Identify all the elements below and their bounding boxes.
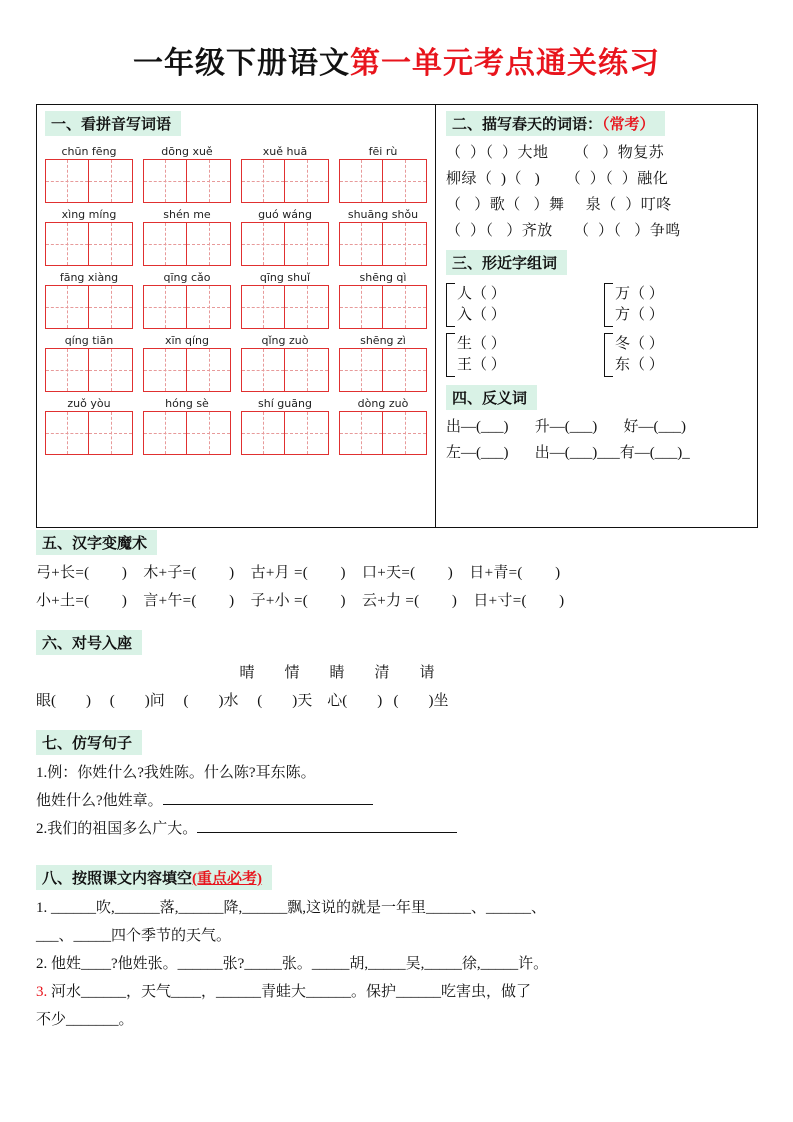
tianzige-cell[interactable] bbox=[45, 222, 89, 266]
top-block bbox=[36, 104, 758, 528]
pinyin-word: dōng xuě bbox=[161, 145, 213, 158]
tianzige-pair bbox=[45, 411, 133, 455]
word-blank[interactable]: 万（ ） bbox=[615, 286, 664, 302]
pinyin-word: shén me bbox=[163, 208, 211, 221]
pinyin-word: shēng qì bbox=[359, 271, 407, 284]
section-six-heading: 六、对号入座 bbox=[36, 630, 142, 655]
tianzige-cell[interactable] bbox=[285, 348, 329, 392]
pinyin-group bbox=[143, 270, 231, 329]
pinyin-text bbox=[241, 207, 329, 222]
pinyin-word: zuǒ yòu bbox=[67, 397, 111, 410]
pinyin-group bbox=[339, 270, 427, 329]
tianzige-cell[interactable] bbox=[383, 159, 427, 203]
pinyin-text bbox=[45, 207, 133, 222]
pinyin-group bbox=[339, 207, 427, 266]
section-one bbox=[36, 104, 436, 528]
tianzige-cell[interactable] bbox=[89, 411, 133, 455]
brace-pair bbox=[604, 333, 744, 377]
tianzige-pair bbox=[339, 159, 427, 203]
word-blank[interactable]: 方（ ） bbox=[615, 307, 664, 323]
fill-line[interactable]: 不少_______。 bbox=[36, 1012, 134, 1028]
tianzige-cell[interactable] bbox=[143, 222, 187, 266]
tianzige-pair bbox=[143, 222, 231, 266]
section-five bbox=[36, 530, 758, 615]
tianzige-cell[interactable] bbox=[45, 285, 89, 329]
section-four-heading: 四、反义词 bbox=[446, 385, 537, 410]
pinyin-row bbox=[45, 333, 427, 392]
tianzige-cell[interactable] bbox=[143, 411, 187, 455]
tianzige-cell[interactable] bbox=[241, 348, 285, 392]
tianzige-cell[interactable] bbox=[241, 222, 285, 266]
pinyin-group bbox=[241, 270, 329, 329]
example-sentence: 1.例：你姓什么?我姓陈。什么陈?耳东陈。 bbox=[36, 765, 316, 781]
brace-words bbox=[457, 284, 506, 326]
pinyin-word: shí guāng bbox=[258, 397, 312, 410]
pinyin-text bbox=[143, 396, 231, 411]
pinyin-group bbox=[45, 270, 133, 329]
spring-word-line: 柳绿（ )（ ) （ ）（ ）融化 bbox=[446, 171, 669, 187]
pinyin-text bbox=[143, 207, 231, 222]
tianzige-pair bbox=[241, 159, 329, 203]
pinyin-group bbox=[45, 396, 133, 455]
pinyin-text bbox=[241, 333, 329, 348]
section-three-heading: 三、形近字组词 bbox=[446, 250, 567, 275]
tianzige-cell[interactable] bbox=[187, 411, 231, 455]
tianzige-cell[interactable] bbox=[89, 222, 133, 266]
pinyin-word: qīng shuǐ bbox=[259, 271, 311, 284]
pinyin-text bbox=[339, 270, 427, 285]
pinyin-word: fāng xiàng bbox=[59, 271, 119, 284]
practice-sentence-text: 2.我们的祖国多么广大。 bbox=[36, 821, 198, 837]
tianzige-cell[interactable] bbox=[89, 348, 133, 392]
pinyin-text bbox=[45, 396, 133, 411]
tianzige-pair bbox=[45, 348, 133, 392]
tianzige-cell[interactable] bbox=[383, 222, 427, 266]
tianzige-cell[interactable] bbox=[187, 348, 231, 392]
pinyin-row bbox=[45, 396, 427, 455]
pinyin-word: xìng míng bbox=[61, 208, 117, 221]
tianzige-pair bbox=[45, 159, 133, 203]
tianzige-pair bbox=[143, 411, 231, 455]
tianzige-cell[interactable] bbox=[383, 411, 427, 455]
tianzige-pair bbox=[241, 222, 329, 266]
tianzige-pair bbox=[339, 285, 427, 329]
pinyin-group bbox=[45, 333, 133, 392]
tianzige-pair bbox=[45, 222, 133, 266]
tianzige-cell[interactable] bbox=[241, 285, 285, 329]
tianzige-pair bbox=[241, 285, 329, 329]
pinyin-group bbox=[143, 396, 231, 455]
spring-word-line: （ ）歌（ ）舞 泉（ ）叮咚 bbox=[446, 197, 672, 213]
fill-line[interactable]: 2. 他姓____?他姓张。______张?_____张。_____胡,_____吴,_____徐,_____许。 bbox=[36, 956, 549, 972]
word-blank[interactable]: 冬（ ） bbox=[615, 336, 664, 352]
right-column bbox=[436, 104, 758, 528]
spring-word-line: （ ）（ ）大地 （ ）物复苏 bbox=[446, 145, 665, 161]
tianzige-cell[interactable] bbox=[285, 285, 329, 329]
pinyin-group bbox=[45, 144, 133, 203]
tianzige-pair bbox=[143, 159, 231, 203]
tianzige-cell[interactable] bbox=[143, 285, 187, 329]
tianzige-pair bbox=[241, 411, 329, 455]
pinyin-group bbox=[143, 333, 231, 392]
pinyin-text bbox=[45, 144, 133, 159]
fill-line[interactable]: ___、_____四个季节的天气。 bbox=[36, 928, 232, 944]
pinyin-text bbox=[241, 396, 329, 411]
section-eight-heading-text: 八、按照课文内容填空 bbox=[42, 871, 193, 887]
pinyin-text bbox=[339, 207, 427, 222]
tianzige-cell[interactable] bbox=[285, 222, 329, 266]
practice-sentence bbox=[36, 815, 758, 843]
section-five-heading: 五、汉字变魔术 bbox=[36, 530, 157, 555]
tianzige-cell[interactable] bbox=[187, 285, 231, 329]
pinyin-text bbox=[45, 270, 133, 285]
tianzige-cell[interactable] bbox=[339, 159, 383, 203]
section-eight-heading bbox=[36, 865, 272, 890]
pinyin-text bbox=[241, 144, 329, 159]
antonym-line[interactable]: 出—(___) 升—(___) 好—(___) bbox=[446, 419, 686, 435]
tianzige-cell[interactable] bbox=[45, 348, 89, 392]
tianzige-cell[interactable] bbox=[45, 411, 89, 455]
answer-blank[interactable] bbox=[197, 832, 457, 833]
tianzige-cell[interactable] bbox=[241, 411, 285, 455]
fill-line-body[interactable]: 河水______，天气____，______青蛙大______。保护______吃害虫，做了 bbox=[47, 984, 532, 1000]
word-blank[interactable]: 入（ ） bbox=[457, 307, 506, 323]
pinyin-row bbox=[45, 207, 427, 266]
pinyin-row bbox=[45, 270, 427, 329]
word-blank[interactable]: 人（ ） bbox=[457, 286, 506, 302]
pinyin-text bbox=[241, 270, 329, 285]
brace-icon bbox=[446, 333, 455, 377]
pinyin-word: shēng zì bbox=[360, 334, 406, 347]
pinyin-group bbox=[241, 207, 329, 266]
word-blank[interactable]: 王（ ） bbox=[457, 357, 506, 373]
similar-char-group bbox=[446, 281, 749, 383]
fill-line[interactable] bbox=[36, 978, 758, 1006]
pinyin-word: shuāng shǒu bbox=[347, 208, 419, 221]
tianzige-cell[interactable] bbox=[45, 159, 89, 203]
pinyin-group bbox=[339, 144, 427, 203]
brace-pair bbox=[604, 283, 744, 327]
tianzige-cell[interactable] bbox=[285, 159, 329, 203]
tianzige-cell[interactable] bbox=[187, 222, 231, 266]
section-two-heading-note: （常考） bbox=[602, 117, 655, 133]
word-blank[interactable]: 东（ ） bbox=[615, 357, 664, 373]
pinyin-word: qíng tiān bbox=[64, 334, 114, 347]
tianzige-cell[interactable] bbox=[89, 159, 133, 203]
pinyin-text bbox=[143, 270, 231, 285]
pinyin-text bbox=[339, 144, 427, 159]
pinyin-text bbox=[45, 333, 133, 348]
tianzige-cell[interactable] bbox=[339, 285, 383, 329]
magic-char-line[interactable]: 小+土=( ) 言+午=( ) 子+小 =( ) 云+力 =( ) 日+寸=( ) bbox=[36, 593, 565, 609]
similar-char-col-right bbox=[604, 281, 744, 383]
section-eight bbox=[36, 865, 758, 1034]
choice-characters: 晴 情 睛 清 请 bbox=[239, 665, 435, 681]
tianzige-cell[interactable] bbox=[285, 411, 329, 455]
tianzige-pair bbox=[339, 222, 427, 266]
section-seven bbox=[36, 730, 758, 843]
tianzige-cell[interactable] bbox=[383, 285, 427, 329]
pinyin-word: hóng sè bbox=[165, 397, 209, 410]
pinyin-group bbox=[339, 396, 427, 455]
pinyin-text bbox=[143, 333, 231, 348]
pinyin-text bbox=[143, 144, 231, 159]
brace-icon bbox=[604, 333, 613, 377]
practice-sentence-text: 他姓什么?他姓章。 bbox=[36, 793, 163, 809]
pinyin-word: guó wáng bbox=[258, 208, 312, 221]
pinyin-group bbox=[339, 333, 427, 392]
pinyin-word: chūn fēng bbox=[61, 145, 117, 158]
choice-answer-line[interactable]: 眼( ) ( )问 ( )水 ( )天 心( ) ( )坐 bbox=[36, 693, 449, 709]
fill-line-number: 3. bbox=[36, 984, 48, 1000]
tianzige-cell[interactable] bbox=[143, 348, 187, 392]
tianzige-cell[interactable] bbox=[339, 222, 383, 266]
section-eight-heading-note: (重点必考) bbox=[192, 871, 263, 887]
section-seven-heading: 七、仿写句子 bbox=[36, 730, 142, 755]
pinyin-word: fēi rù bbox=[368, 145, 398, 158]
tianzige-pair bbox=[45, 285, 133, 329]
tianzige-cell[interactable] bbox=[143, 159, 187, 203]
section-two-heading-text: 二、描写春天的词语： bbox=[452, 117, 603, 133]
pinyin-word: dòng zuò bbox=[357, 397, 409, 410]
brace-words bbox=[615, 334, 664, 376]
practice-sentence bbox=[36, 787, 758, 815]
brace-icon bbox=[446, 283, 455, 327]
brace-words bbox=[457, 334, 506, 376]
tianzige-pair bbox=[143, 285, 231, 329]
brace-icon bbox=[604, 283, 613, 327]
answer-blank[interactable] bbox=[163, 804, 373, 805]
similar-char-col-left bbox=[446, 281, 586, 383]
pinyin-group bbox=[241, 333, 329, 392]
tianzige-cell[interactable] bbox=[187, 159, 231, 203]
tianzige-pair bbox=[143, 348, 231, 392]
pinyin-group bbox=[45, 207, 133, 266]
tianzige-cell[interactable] bbox=[241, 159, 285, 203]
pinyin-word: xuě huā bbox=[262, 145, 308, 158]
antonym-line[interactable]: 左—(___) 出—(___)___有—(___)_ bbox=[446, 445, 690, 461]
pinyin-group bbox=[143, 207, 231, 266]
tianzige-cell[interactable] bbox=[89, 285, 133, 329]
magic-char-line[interactable]: 弓+长=( ) 木+子=( ) 古+月 =( ) 口+天=( ) 日+青=( ) bbox=[36, 565, 561, 581]
pinyin-word: qīng cǎo bbox=[163, 271, 211, 284]
page-title-red: 第一单元考点通关练习 bbox=[350, 47, 660, 80]
tianzige-cell[interactable] bbox=[339, 348, 383, 392]
pinyin-group bbox=[241, 144, 329, 203]
pinyin-group bbox=[241, 396, 329, 455]
tianzige-pair bbox=[339, 348, 427, 392]
brace-pair bbox=[446, 283, 586, 327]
tianzige-pair bbox=[339, 411, 427, 455]
pinyin-group bbox=[143, 144, 231, 203]
brace-pair bbox=[446, 333, 586, 377]
word-blank[interactable]: 生（ ） bbox=[457, 336, 506, 352]
fill-line[interactable]: 1. ______吹,______落,______降,______飘,这说的就是一年里______、______、 bbox=[36, 900, 547, 916]
section-one-heading: 一、看拼音写词语 bbox=[45, 111, 181, 136]
spring-word-line: （ ）（ ）齐放 （ ）（ ）争鸣 bbox=[446, 223, 681, 239]
pinyin-word: qǐng zuò bbox=[261, 334, 309, 347]
pinyin-word: xīn qíng bbox=[164, 334, 210, 347]
pinyin-text bbox=[339, 396, 427, 411]
tianzige-cell[interactable] bbox=[339, 411, 383, 455]
section-six bbox=[36, 630, 758, 715]
page-title bbox=[0, 38, 793, 82]
brace-words bbox=[615, 284, 664, 326]
tianzige-pair bbox=[241, 348, 329, 392]
pinyin-text bbox=[339, 333, 427, 348]
section-two-heading bbox=[446, 111, 665, 136]
page-title-black: 一年级下册语文 bbox=[133, 47, 350, 80]
tianzige-cell[interactable] bbox=[383, 348, 427, 392]
pinyin-row bbox=[45, 144, 427, 203]
